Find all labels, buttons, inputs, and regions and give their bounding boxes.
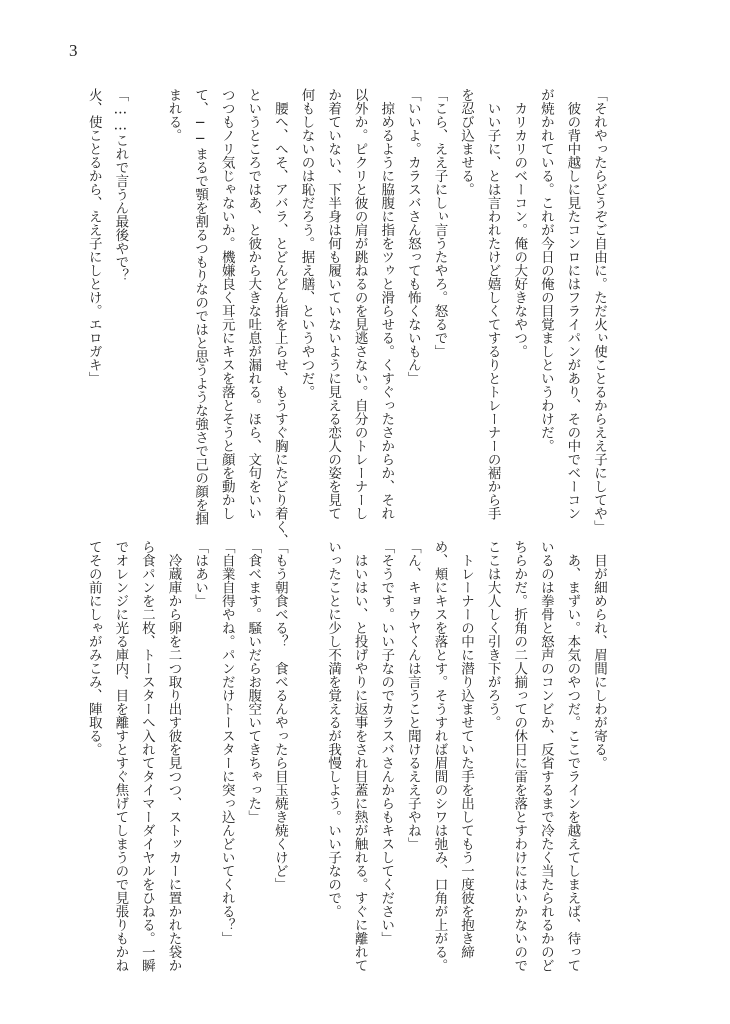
text-line: か着ていない、下半身は何も履いていないように見える恋人の姿を見て — [325, 88, 342, 520]
text-line: ら食パンを二枚、トースターへ入れてタイマーダイヤルをひねる。一瞬 — [138, 540, 155, 972]
text-line: 「もう朝食べる？ 食べるんやったら目玉焼き焼くけど」 — [271, 540, 288, 891]
text-line: というところではあ、と彼から大きな吐息が漏れる。ほら、文句をいい — [245, 88, 262, 520]
text-line: 「自業自得やね。パンだけトースターに突っ込んどいてくれる？」 — [218, 540, 235, 945]
text-line: でオレンジに光る庫内、目を離すとすぐ焦げてしまうので見張りもかね — [112, 540, 129, 972]
text-line: 「ん、キョウヤくんは言うこと聞けるええ子やね」 — [404, 540, 421, 851]
text-line — [133, 88, 160, 518]
text-line: いったことに少し不満を覚えるが我慢しよう。いい子なので。 — [325, 540, 342, 918]
text-line: カリカリのベーコン。俺の大好きなやつ。 — [511, 88, 528, 358]
text-line: つつもノリ気じゃないか。機嫌良く耳元にキスを落とそうと顔を動かし — [218, 88, 235, 520]
lower-text-block — [80, 540, 612, 970]
text-line: いるのは拳骨と怒声のコンビか、反省するまで冷たく当たられるかのど — [537, 540, 554, 972]
text-line: 冷蔵庫から卵を二つ取り出す彼を見つつ、ストッカーに置かれた袋か — [165, 540, 182, 972]
text-line: 「こら、ええ子にしぃ言うたやろ。怒るで」 — [431, 88, 448, 358]
text-line: 火、使ことるから、ええ子にしとけ。エロガキ」 — [85, 88, 102, 385]
text-line: が焼かれている。これが今日の俺の目覚ましというわけだ。 — [537, 88, 554, 453]
text-line: はいはい、と投げやりに返事をされ目蓋に熱が触れる。すぐに離れて — [351, 540, 368, 972]
text-line: 目が細められ、眉間にしわが寄る。 — [591, 540, 607, 770]
text-line: 以外か。ピクリと彼の肩が跳ねるのを見逃さない。自分のトレーナーし — [351, 88, 368, 520]
text-line: トレーナーの中に潜り込ませていた手を出してもう一度彼を抱き締 — [458, 540, 475, 959]
upper-text-block — [80, 88, 612, 547]
text-line: 彼の背中越しに見たコンロにはフライパンがあり、その中でベーコン — [564, 88, 581, 520]
text-line: 「いいよ。カラスバさん怒っても怖くないもん」 — [404, 88, 421, 385]
text-line: まれる。 — [165, 88, 182, 142]
text-line: 掠めるように脇腹に指をツゥと滑らせる。くすぐったさからか、それ — [378, 88, 395, 520]
text-line: てその前にしゃがみこみ、陣取る。 — [85, 540, 102, 756]
text-line: いい子に、とは言われたけど嬉しくてするりとトレーナーの裾から手 — [484, 88, 501, 520]
text-line: ちらかだ。折角の二人揃っての休日に雷を落とすわけにはいかないので — [511, 540, 528, 972]
text-line: を忍び込ませる。 — [458, 88, 475, 196]
text-line: あ、まずい。本気のやつだ。ここでラインを越えてしまえば、待って — [564, 540, 581, 972]
text-line: て、──まるで顎を割るつもりなのではと思うような強さで己の顔を掴 — [192, 88, 209, 525]
text-line: 「食べます。騒いだらお腹空いてきちゃった」 — [245, 540, 262, 824]
text-line — [293, 540, 320, 970]
text-line: 「それやったらどうぞご自由に。ただ火ぃ使ことるからええ子にしてや」 — [591, 88, 607, 534]
text-line: 腰へ、へそ、アバラ、とどんどん指を上らせ、もうすぐ胸にたどり着く、 — [271, 88, 288, 547]
text-line: 「……これで言うん最後やで？ — [112, 88, 129, 282]
text-line: ここは大人しく引き下がろう。 — [484, 540, 501, 729]
text-line: 何もしないのは恥だろう。据え膳、というやつだ。 — [298, 88, 315, 399]
text-line: 「はあい」 — [192, 540, 209, 608]
text-line: 「そうです。いい子なのでカラスバさんからもキスしてください」 — [378, 540, 395, 945]
page-number: 3 — [69, 41, 78, 60]
text-line: め、頬にキスを落とす。そうすれば眉間のシワは弛み、口角が上がる。 — [431, 540, 448, 972]
